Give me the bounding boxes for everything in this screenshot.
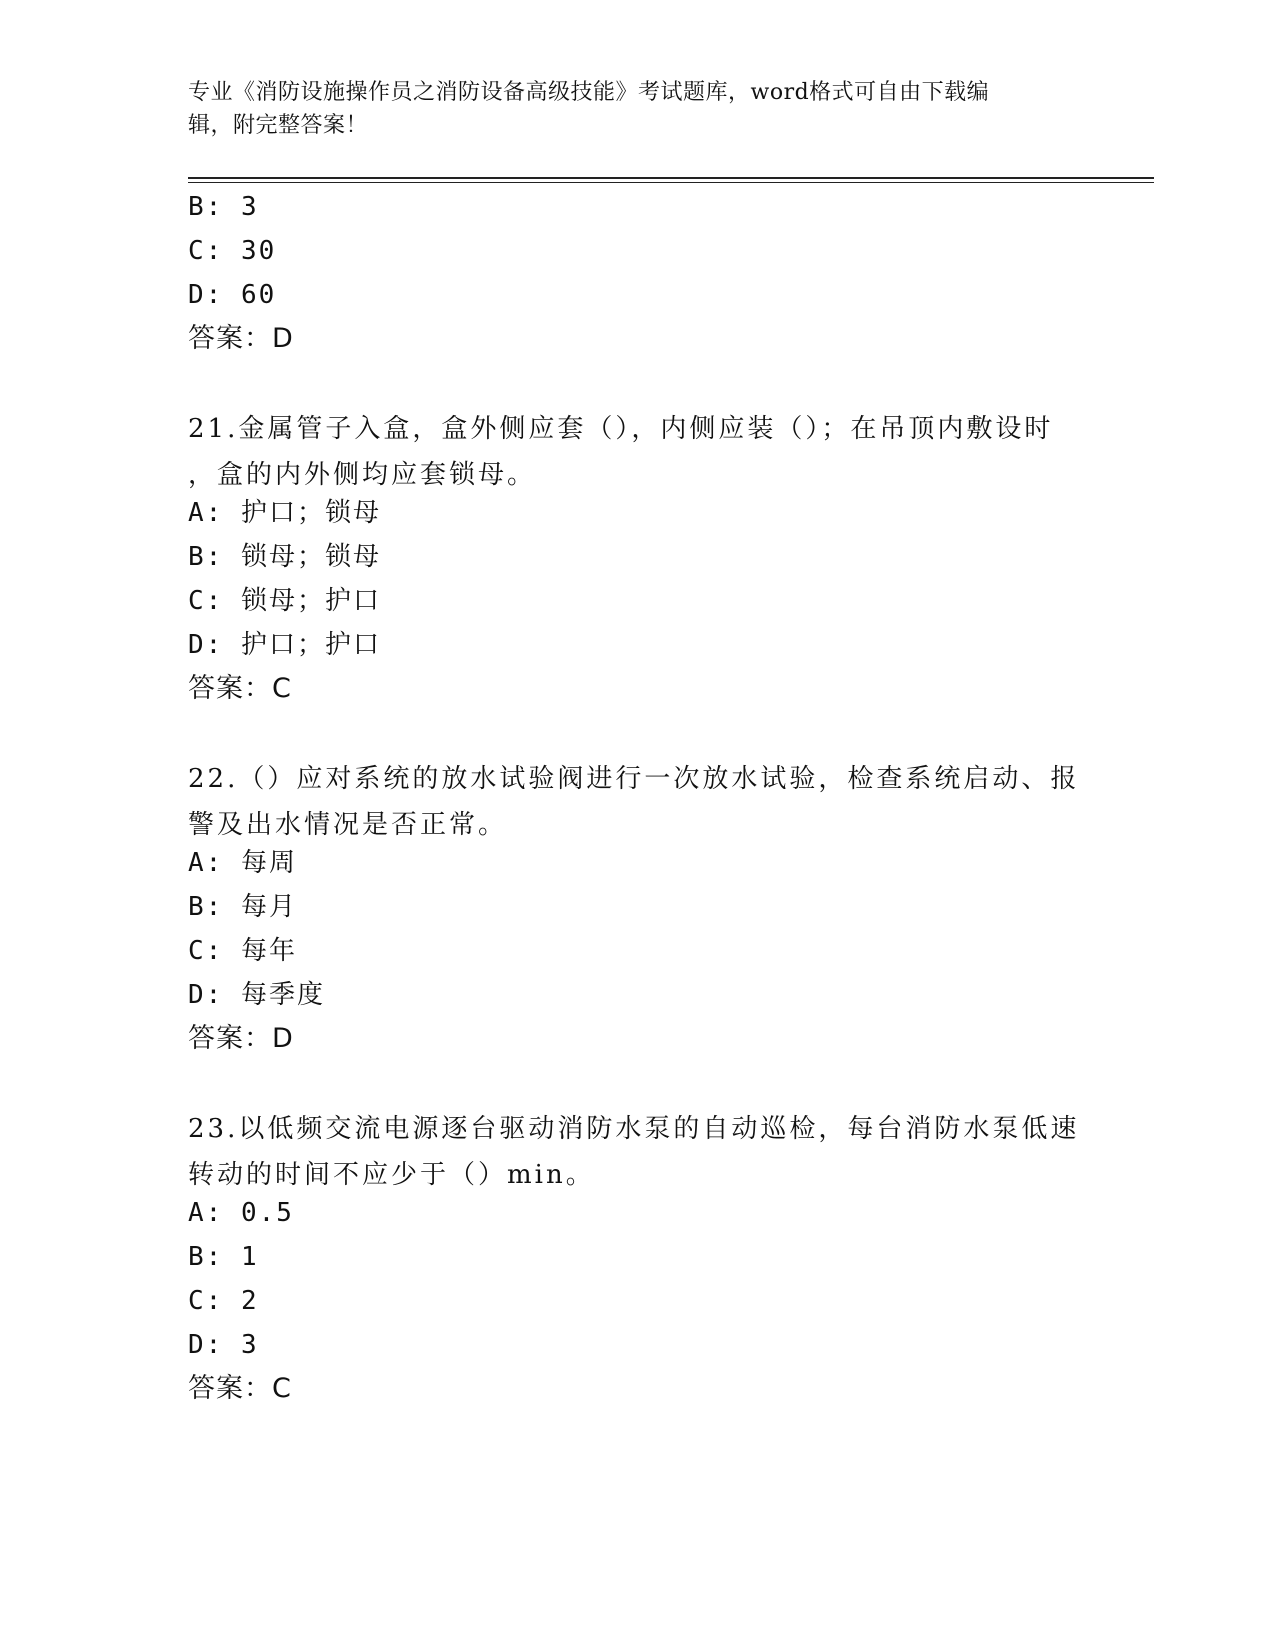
q20-answer: 答案：D bbox=[188, 323, 294, 354]
q23-stem bbox=[188, 1106, 1088, 1198]
header-divider-thin bbox=[188, 182, 1154, 183]
q23-option-c: C: 2 bbox=[188, 1286, 259, 1316]
q22-stem-line-1: 22.（）应对系统的放水试验阀进行一次放水试验，检查系统启动、报 bbox=[188, 764, 1080, 794]
q21-stem bbox=[188, 406, 1088, 498]
header-line-1: 专业《消防设施操作员之消防设备高级技能》考试题库，word格式可自由下载编 bbox=[188, 80, 990, 105]
header-line-2: 辑，附完整答案！ bbox=[188, 113, 369, 138]
q21-stem-line-1: 21.金属管子入盒，盒外侧应套（），内侧应装（）；在吊顶内敷设时 bbox=[188, 414, 1054, 444]
header-divider-thick bbox=[188, 177, 1154, 179]
q20-option-d: D: 60 bbox=[188, 280, 277, 310]
q21-stem-line-2: ，盒的内外侧均应套锁母。 bbox=[188, 460, 537, 490]
q22-stem bbox=[188, 756, 1088, 848]
q21-option-b: B: 锁母；锁母 bbox=[188, 542, 381, 572]
q21-option-a: A: 护口；锁母 bbox=[188, 498, 381, 528]
q23-stem-line-1: 23.以低频交流电源逐台驱动消防水泵的自动巡检，每台消防水泵低速 bbox=[188, 1114, 1080, 1144]
q21-answer: 答案：C bbox=[188, 673, 292, 704]
q23-option-b: B: 1 bbox=[188, 1242, 259, 1272]
q23-option-a: A: 0.5 bbox=[188, 1198, 294, 1228]
q21-option-c: C: 锁母；护口 bbox=[188, 586, 381, 616]
q22-option-a: A: 每周 bbox=[188, 848, 297, 878]
q22-stem-line-2: 警及出水情况是否正常。 bbox=[188, 810, 508, 840]
q22-option-b: B: 每月 bbox=[188, 892, 297, 922]
q22-answer: 答案：D bbox=[188, 1023, 294, 1054]
q23-option-d: D: 3 bbox=[188, 1330, 259, 1360]
document-header bbox=[188, 76, 1068, 142]
q22-option-c: C: 每年 bbox=[188, 936, 297, 966]
q20-option-c: C: 30 bbox=[188, 236, 277, 266]
q21-option-d: D: 护口；护口 bbox=[188, 630, 381, 660]
q20-option-b: B: 3 bbox=[188, 192, 259, 222]
q23-answer: 答案：C bbox=[188, 1373, 292, 1404]
q22-option-d: D: 每季度 bbox=[188, 980, 325, 1010]
q23-stem-line-2: 转动的时间不应少于（）min。 bbox=[188, 1160, 595, 1190]
